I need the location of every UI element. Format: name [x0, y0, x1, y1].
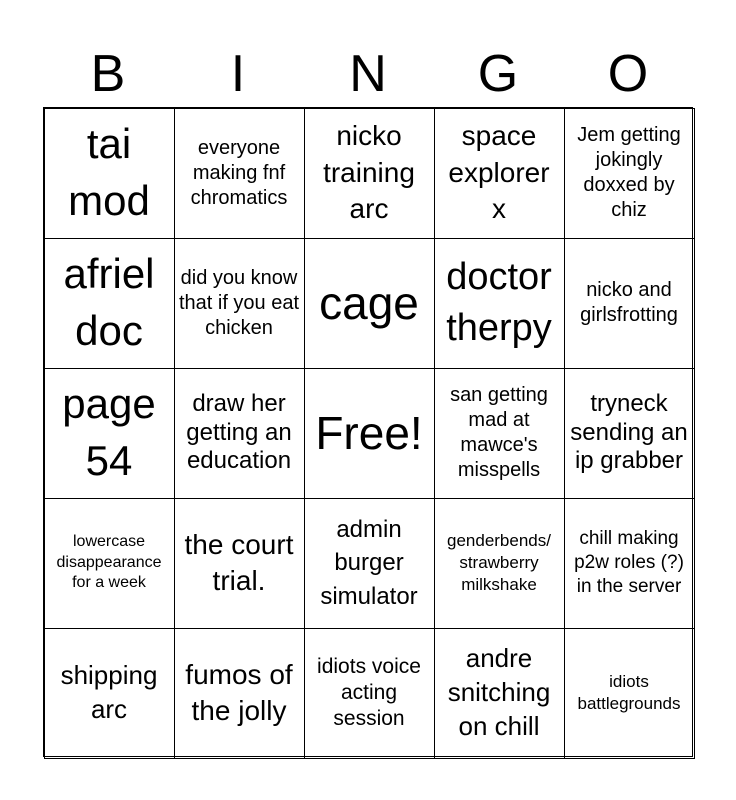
cell-text: space explorer x	[448, 120, 550, 225]
bingo-cell	[174, 628, 305, 759]
cell-text: shipping arc	[60, 660, 158, 724]
bingo-cell	[174, 238, 305, 369]
cell-text: everyone making fnf chromatics	[190, 136, 288, 209]
cell-text: nicko training arc	[323, 120, 415, 225]
cell-text: andre snitching on chill	[447, 643, 551, 741]
bingo-cell	[434, 628, 565, 759]
bingo-cell	[304, 628, 435, 759]
header-letter-o: O	[607, 45, 649, 103]
bingo-cell	[44, 628, 175, 759]
bingo-cell	[434, 108, 565, 239]
cell-text: tryneck sending an ip grabber	[570, 389, 688, 475]
cell-text: tai mod	[68, 120, 150, 224]
bingo-cell	[304, 238, 435, 369]
bingo-cell	[44, 108, 175, 239]
cell-text: cage	[319, 276, 419, 329]
cell-text: fumos of the jolly	[185, 658, 293, 726]
bingo-cell	[304, 108, 435, 239]
cell-text: admin burger simulator	[320, 515, 418, 610]
bingo-free-cell	[304, 368, 435, 499]
bingo-cell	[44, 498, 175, 629]
header-letter-i: I	[230, 45, 246, 103]
cell-text: san getting mad at mawce's misspells	[450, 384, 548, 481]
bingo-cell	[174, 498, 305, 629]
cell-text: page 54	[62, 380, 156, 484]
bingo-cell	[564, 498, 695, 629]
bingo-cell	[44, 238, 175, 369]
bingo-cell	[434, 238, 565, 369]
cell-text: Jem getting jokingly doxxed by chiz	[577, 124, 681, 221]
cell-text: idiots battlegrounds	[577, 671, 681, 713]
cell-text: did you know that if you eat chicken	[178, 266, 300, 339]
cell-text: Free!	[315, 406, 423, 459]
bingo-cell	[564, 108, 695, 239]
header-letter-g: G	[477, 45, 519, 103]
header-letter-b: B	[90, 45, 126, 103]
header-letter-n: N	[349, 45, 387, 103]
cell-text: lowercase disappearance for a week	[56, 532, 162, 592]
bingo-cell	[564, 368, 695, 499]
bingo-cell	[564, 628, 695, 759]
bingo-grid	[43, 107, 693, 757]
bingo-cell	[434, 368, 565, 499]
cell-text: draw her getting an education	[186, 389, 292, 475]
cell-text: afriel doc	[63, 250, 155, 354]
bingo-header	[43, 40, 693, 108]
bingo-cell	[44, 368, 175, 499]
cell-text: genderbends/ strawberry milkshake	[447, 530, 551, 595]
bingo-cell	[564, 238, 695, 369]
bingo-cell	[434, 498, 565, 629]
bingo-cell	[174, 108, 305, 239]
cell-text: the court trial.	[184, 528, 294, 596]
cell-text: nicko and girlsfrotting	[580, 279, 678, 326]
bingo-cell	[304, 498, 435, 629]
cell-text: idiots voice acting session	[317, 654, 421, 731]
cell-text: chill making p2w roles (?) in the server	[574, 528, 684, 597]
cell-text: doctor therpy	[446, 255, 552, 349]
bingo-cell	[174, 368, 305, 499]
